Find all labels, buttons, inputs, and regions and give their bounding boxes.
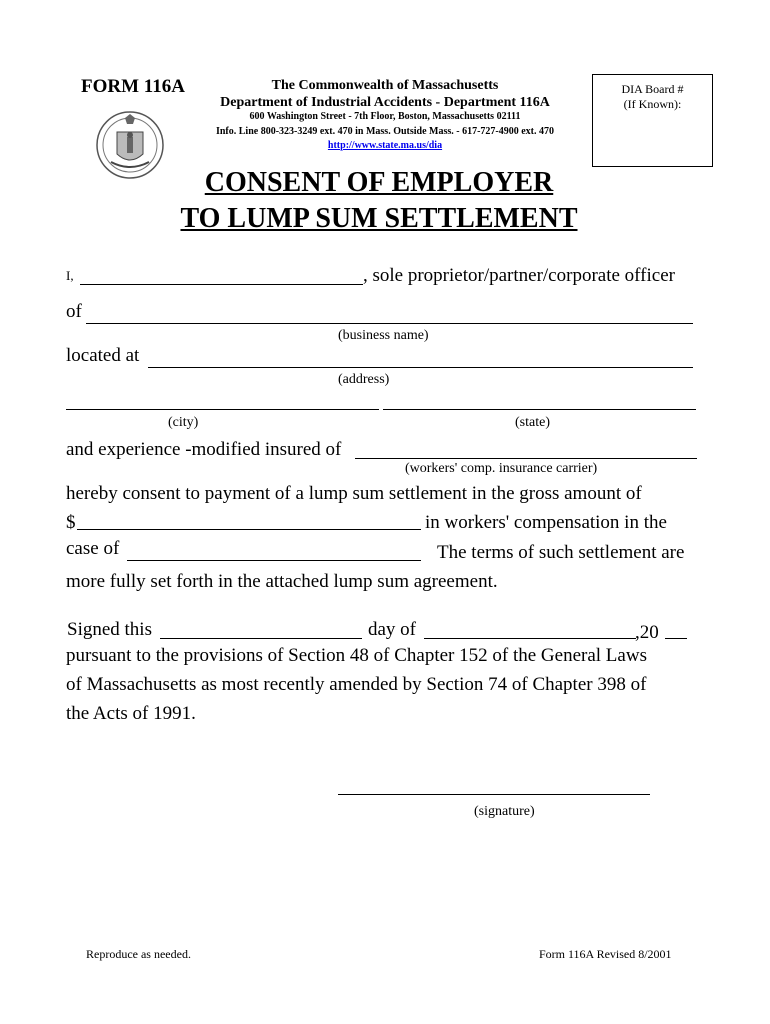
info-line: Info. Line 800-323-3249 ext. 470 in Mass. Outside Mass. - 617-727-4900 ext. 470 bbox=[215, 126, 555, 137]
if-known-label: (If Known): bbox=[623, 97, 682, 111]
address-line: 600 Washington Street - 7th Floor, Boston, Massachusetts 02111 bbox=[249, 111, 521, 122]
form-number: FORM 116A bbox=[81, 76, 185, 97]
insured-label: and experience -modified insured of bbox=[66, 439, 342, 460]
comp-text: in workers' compensation in the bbox=[425, 512, 667, 533]
located-label: located at bbox=[66, 345, 140, 366]
consent-line: hereby consent to payment of a lump sum settlement in the gross amount of bbox=[66, 483, 642, 504]
carrier-caption: (workers' comp. insurance carrier) bbox=[405, 461, 598, 476]
of-label: of bbox=[66, 301, 82, 322]
dollar-sign: $ bbox=[66, 512, 76, 533]
signed-day-field[interactable] bbox=[160, 638, 362, 639]
role-text: , sole proprietor/partner/corporate officer bbox=[363, 265, 675, 286]
case-label: case of bbox=[66, 538, 120, 559]
year-prefix: ,20 bbox=[635, 622, 659, 643]
footer-revision: Form 116A Revised 8/2001 bbox=[539, 947, 672, 961]
month-field[interactable] bbox=[424, 638, 636, 639]
dia-board-label: DIA Board # bbox=[621, 82, 684, 96]
city-caption: (city) bbox=[168, 415, 199, 430]
attached-text: more fully set forth in the attached lump sum agreement. bbox=[66, 571, 498, 592]
title-line-1: CONSENT OF EMPLOYER bbox=[204, 167, 554, 198]
website-link[interactable]: http://www.state.ma.us/dia bbox=[327, 140, 443, 151]
i-prefix: I, bbox=[66, 268, 74, 283]
terms-text: The terms of such settlement are bbox=[437, 542, 685, 563]
business-name-caption: (business name) bbox=[338, 328, 429, 343]
year-field[interactable] bbox=[665, 638, 687, 639]
dia-board-box[interactable] bbox=[592, 74, 713, 167]
address-field[interactable] bbox=[148, 367, 693, 368]
department-heading: Department of Industrial Accidents - Department 116A bbox=[220, 95, 550, 110]
signature-caption: (signature) bbox=[474, 804, 535, 819]
city-field[interactable] bbox=[66, 409, 379, 410]
footer-reproduce: Reproduce as needed. bbox=[86, 947, 191, 961]
day-of-label: day of bbox=[368, 619, 417, 640]
address-caption: (address) bbox=[338, 372, 390, 387]
amount-field[interactable] bbox=[77, 529, 421, 530]
commonwealth-heading: The Commonwealth of Massachusetts bbox=[271, 78, 499, 93]
website-line bbox=[190, 140, 580, 151]
pursuant-line-3: the Acts of 1991. bbox=[66, 703, 196, 724]
state-field[interactable] bbox=[383, 409, 696, 410]
state-caption: (state) bbox=[515, 415, 550, 430]
signed-label: Signed this bbox=[67, 619, 152, 640]
case-field[interactable] bbox=[127, 560, 421, 561]
pursuant-line-1: pursuant to the provisions of Section 48 of Chapter 152 of the General Laws bbox=[66, 645, 647, 666]
name-field[interactable] bbox=[80, 284, 363, 285]
title-line-2: TO LUMP SUM SETTLEMENT bbox=[180, 203, 578, 234]
pursuant-line-2: of Massachusetts as most recently amended by Section 74 of Chapter 398 of bbox=[66, 674, 647, 695]
carrier-field[interactable] bbox=[355, 458, 697, 459]
signature-field[interactable] bbox=[338, 794, 650, 795]
business-name-field[interactable] bbox=[86, 323, 693, 324]
